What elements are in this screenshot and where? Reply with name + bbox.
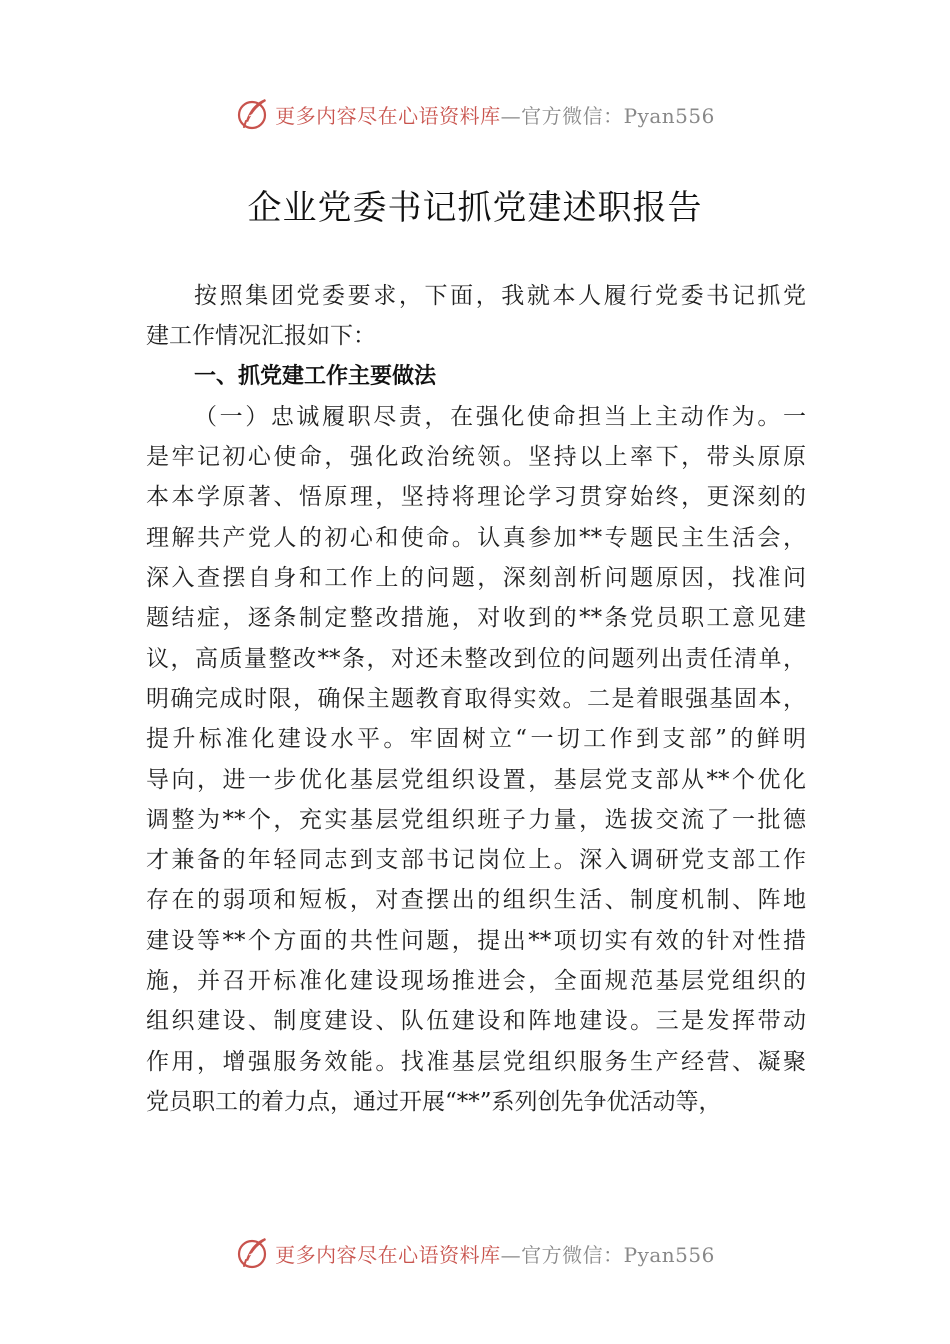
body-line: 明确完成时限，确保主题教育取得实效。二是着眼强基固本， bbox=[146, 685, 806, 712]
footer-banner bbox=[0, 1233, 950, 1273]
body-line: 存在的弱项和短板，对查摆出的组织生活、制度机制、阵地 bbox=[146, 887, 806, 914]
banner-site-name: 更多内容尽在心语资料库 bbox=[275, 1242, 501, 1267]
body-line: 提升标准化建设水平。牢固树立“一切工作到支部”的鲜明 bbox=[146, 726, 806, 753]
banner-text bbox=[275, 100, 715, 129]
banner-site-name: 更多内容尽在心语资料库 bbox=[275, 103, 501, 128]
quill-pen-logo-icon bbox=[235, 96, 271, 132]
banner-text bbox=[275, 1239, 715, 1268]
banner-wechat: —官方微信：Pyan556 bbox=[500, 103, 715, 128]
body-line: 是牢记初心使命，强化政治统领。坚持以上率下，带头原原 bbox=[146, 444, 806, 471]
intro-line: 建工作情况汇报如下： bbox=[146, 323, 376, 350]
body-line: 组织建设、制度建设、队伍建设和阵地建设。三是发挥带动 bbox=[146, 1008, 806, 1035]
body-line: 作用，增强服务效能。找准基层党组织服务生产经营、凝聚 bbox=[146, 1048, 806, 1075]
body-line: 才兼备的年轻同志到支部书记岗位上。深入调研党支部工作 bbox=[146, 847, 806, 874]
body-line: （一）忠诚履职尽责，在强化使命担当上主动作为。一 bbox=[194, 403, 806, 430]
body-line: 题结症，逐条制定整改措施，对收到的**条党员职工意见建 bbox=[146, 605, 806, 632]
section-heading: 一、抓党建工作主要做法 bbox=[194, 363, 437, 389]
body-line: 议，高质量整改**条，对还未整改到位的问题列出责任清单， bbox=[146, 645, 806, 672]
quill-pen-logo-icon bbox=[235, 1235, 271, 1271]
body-line: 导向，进一步优化基层党组织设置，基层党支部从**个优化 bbox=[146, 766, 806, 793]
body-line: 深入查摆自身和工作上的问题，深刻剖析问题原因，找准问 bbox=[146, 565, 806, 592]
body-line: 本本学原著、悟原理，坚持将理论学习贯穿始终，更深刻的 bbox=[146, 484, 806, 511]
body-line: 施，并召开标准化建设现场推进会，全面规范基层党组织的 bbox=[146, 968, 806, 995]
header-banner bbox=[0, 94, 950, 134]
body-line: 建设等**个方面的共性问题，提出**项切实有效的针对性措 bbox=[146, 927, 806, 954]
document-title: 企业党委书记抓党建述职报告 bbox=[247, 188, 703, 228]
intro-line: 按照集团党委要求，下面，我就本人履行党委书记抓党 bbox=[194, 283, 806, 309]
body-line: 理解共产党人的初心和使命。认真参加**专题民主生活会， bbox=[146, 524, 806, 551]
body-line: 调整为**个，充实基层党组织班子力量，选拔交流了一批德 bbox=[146, 806, 806, 833]
document-body bbox=[146, 276, 806, 1122]
body-line: 党员职工的着力点，通过开展“**”系列创先争优活动等， bbox=[146, 1088, 722, 1115]
banner-wechat: —官方微信：Pyan556 bbox=[500, 1242, 715, 1267]
